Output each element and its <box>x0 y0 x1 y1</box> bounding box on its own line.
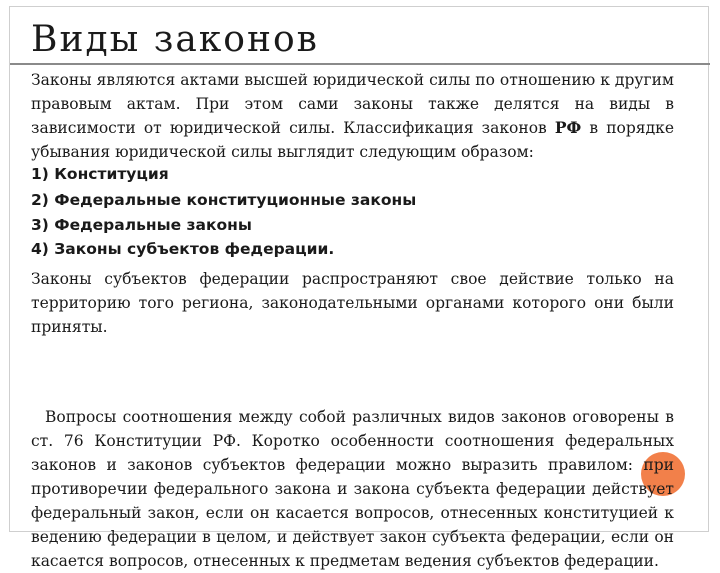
law-types-list-bottom <box>31 213 671 261</box>
list-item-federal: 3) Федеральные законы <box>31 216 252 234</box>
intro-paragraph <box>31 68 674 164</box>
list-item-constitution: 1) Конституция <box>31 165 169 183</box>
law-types-list-top <box>31 161 671 213</box>
slide-title: Виды законов <box>31 19 319 60</box>
intro-text-start: Законы являются актами высшей юридической силы по отношению к другим правовым актам. При этом сами законы также делятся на виды в зависимости от юридической силы. Классификация законов <box>31 71 674 137</box>
list-item-subjects: 4) Законы субъектов федерации. <box>31 240 335 258</box>
paragraph-law-relations: Вопросы соотношения между собой различных видов законов оговорены в ст. 76 Конституции РФ. Коротко особенности соотношения федеральных законов и законов субъектов федерации можно выразить правилом: при противоречии федерального закона и закона субъекта федерации действует федеральный закон, если он касается вопросов, отнесенных конституцией к ведению федерации в целом, и действует закон субъекта федерации, если он касается вопросов, отнесенных к предметам ведения субъектов федерации. <box>31 408 674 570</box>
title-divider <box>10 63 710 65</box>
paragraph-regional-laws: Законы субъектов федерации распространяют свое действие только на территорию того региона, законодательными органами которого они были приняты. <box>31 270 674 336</box>
intro-text-end: в порядке убывания юридической силы выглядит следующим образом: <box>31 119 674 161</box>
list-item-federal-constitutional: 2) Федеральные конституционные законы <box>31 191 417 209</box>
intro-bold-rf: РФ <box>554 118 582 137</box>
